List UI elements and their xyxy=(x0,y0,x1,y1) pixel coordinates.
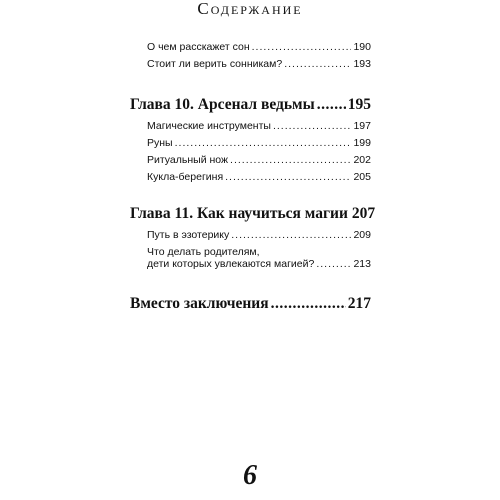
toc-chapter-title: Глава 11. Как научиться магии xyxy=(130,205,348,222)
toc-entry-title: Магические инструменты xyxy=(147,120,271,132)
toc-entry-title: Стоит ли верить сонникам? xyxy=(147,58,283,70)
toc-entry-title: Ритуальный нож xyxy=(147,154,229,166)
toc-entry-title: Руны xyxy=(147,137,173,149)
toc-entry-page: 209 xyxy=(353,229,371,241)
toc-entry[interactable] xyxy=(147,137,371,149)
page-title: Содержание xyxy=(197,0,303,18)
toc-entry-page: 193 xyxy=(353,58,371,70)
dot-leader xyxy=(230,154,351,166)
dot-leader xyxy=(225,171,351,183)
dot-leader xyxy=(252,41,352,53)
toc-entry-page: 205 xyxy=(353,171,371,183)
toc-entry[interactable] xyxy=(147,154,371,166)
toc-entry-page: 213 xyxy=(353,258,371,270)
toc-entry-title: Путь в эзотерику xyxy=(147,229,230,241)
toc-chapter[interactable] xyxy=(130,295,371,313)
dot-leader xyxy=(231,229,351,241)
toc-entry[interactable] xyxy=(147,171,371,183)
toc-chapter-title: Вместо заключения xyxy=(130,295,269,312)
toc-entry-page: 199 xyxy=(353,137,371,149)
toc-entry-title-line: Что делать родителям, xyxy=(147,246,260,258)
toc-chapter-title: Глава 10. Арсенал ведьмы xyxy=(130,96,315,113)
toc-entry[interactable] xyxy=(147,246,371,270)
toc-chapter-page: 217 xyxy=(347,295,371,312)
toc-entry-title: Кукла-берегиня xyxy=(147,171,224,183)
toc-chapter-page: 195 xyxy=(347,96,371,113)
toc-entry[interactable] xyxy=(147,120,371,132)
toc-entry-title-line: дети которых увлекаются магией? xyxy=(147,258,315,270)
toc-chapter[interactable] xyxy=(130,96,371,114)
toc-entry-title: О чем расскажет сон xyxy=(147,41,250,53)
toc-entry-page: 202 xyxy=(353,154,371,166)
dot-leader xyxy=(284,58,351,70)
dot-leader xyxy=(317,96,346,114)
toc-entry-last-line xyxy=(147,258,371,270)
dot-leader xyxy=(175,137,352,149)
toc-chapter[interactable] xyxy=(130,205,376,223)
toc-entry-page: 190 xyxy=(353,41,371,53)
toc-chapter-page: 207 xyxy=(351,205,376,222)
dot-leader xyxy=(273,120,352,132)
toc-entry[interactable] xyxy=(147,41,371,53)
toc-entry[interactable] xyxy=(147,58,371,70)
toc-entry[interactable] xyxy=(147,229,371,241)
dot-leader xyxy=(271,295,346,313)
page-number: 6 xyxy=(243,460,257,491)
dot-leader xyxy=(316,258,351,270)
toc-entry-page: 197 xyxy=(353,120,371,132)
